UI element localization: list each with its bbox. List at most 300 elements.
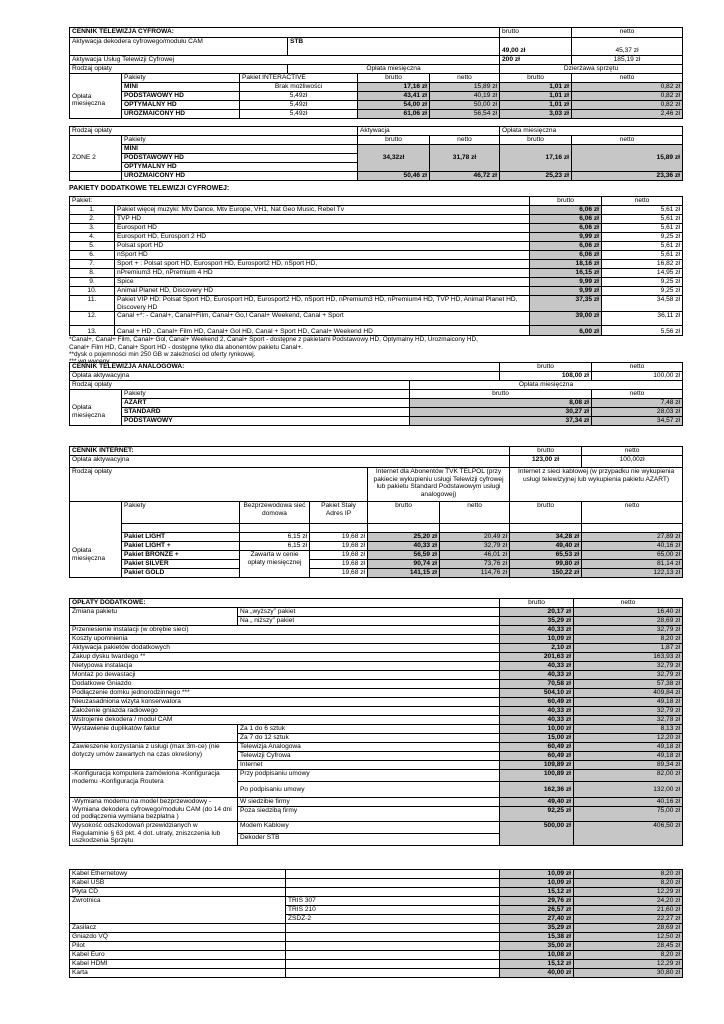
- tvk-brutto: 40,33 zł: [368, 542, 440, 551]
- lease-netto: 0,82 zł: [572, 101, 683, 110]
- table-row: [70, 408, 683, 417]
- netto-value: 9,25 zł: [602, 278, 683, 287]
- netto-value: 12,50 zł: [574, 933, 683, 942]
- netto-value: 21,60 zł: [574, 906, 683, 915]
- netto-value: 28,69 zł: [574, 617, 683, 626]
- fee-sublabel: W siedzibie firmy: [238, 798, 500, 807]
- item-label: Kabel Euro: [70, 951, 286, 960]
- col-brutto: brutto: [410, 390, 592, 399]
- packages-label: Pakiety: [122, 74, 240, 83]
- addons-title: [69, 185, 682, 192]
- netto-value: 8,13 zł: [574, 725, 683, 734]
- netto-value: 28,45 zł: [574, 942, 683, 951]
- item-variant: [286, 870, 500, 879]
- netto-value: 5,61 zł: [602, 242, 683, 251]
- other-header: Internet z sieci kablowej (w przypadku nie wykupienia usługi telewizyjnej lub wykupienia pakietu AZART): [510, 468, 683, 502]
- brutto-value: 6,06 zł: [530, 215, 602, 224]
- tv-digital-table: [69, 27, 683, 119]
- netto-value: 9,25 zł: [602, 287, 683, 296]
- netto-value: 50,00 zł: [430, 101, 500, 110]
- netto-value: 65,00 zł: [582, 551, 683, 560]
- table-row: [70, 560, 683, 569]
- table-row: [70, 951, 683, 960]
- fee-sublabel: Na „wyższy” pakiet: [238, 608, 500, 617]
- row-number: 7.: [70, 260, 115, 269]
- netto-value: 16,82 zł: [602, 260, 683, 269]
- netto-value: 406,50 zł: [574, 822, 683, 846]
- wireless-included: Zawarta w cenie opłaty miesięcznej: [240, 551, 310, 578]
- package-name: Pakiet BRONZE +: [122, 551, 240, 560]
- ip-price: 19,68 zł: [310, 533, 368, 542]
- brutto-value: 6,06 zł: [530, 251, 602, 260]
- netto-value: 81,14 zł: [582, 560, 683, 569]
- table-row: [70, 888, 683, 897]
- fee-sublabel: Dekoder STB: [238, 834, 500, 846]
- package-name: Pakiet GOLD: [122, 569, 240, 578]
- table-row: [70, 110, 683, 119]
- row-number: 11.: [70, 296, 115, 312]
- netto-value: 5,61 zł: [602, 251, 683, 260]
- brutto-value: 43,41 zł: [358, 92, 430, 101]
- brutto-value: 40,33 zł: [500, 662, 574, 671]
- item-label: Kabel USB: [70, 879, 286, 888]
- brutto-value: 39,00 zł: [530, 312, 602, 326]
- netto-value: 132,00 zł: [574, 782, 683, 798]
- package-name: UROZMAICONY HD: [122, 110, 240, 119]
- table-row: [70, 924, 683, 933]
- col-brutto: brutto: [368, 502, 440, 524]
- tvk-netto: 46,01 zł: [440, 551, 510, 560]
- stb-label: STB: [288, 38, 500, 56]
- netto-value: 15,89 zł: [430, 83, 500, 92]
- brutto-value: 40,33 zł: [500, 716, 574, 725]
- netto-value: 5,61 zł: [602, 215, 683, 224]
- fee-label: Nietypowa instalacja: [70, 662, 500, 671]
- tv-analog-table: [69, 362, 683, 426]
- package-name: PODSTAWOWY: [122, 417, 410, 426]
- fee-label: Aktywacja pakietów dodatkowych: [70, 644, 500, 653]
- tvk-brutto: 25,20 zł: [368, 533, 440, 542]
- brutto-value: 30,27 zł: [410, 408, 592, 417]
- fee-sublabel: Na „ niższy” pakiet: [238, 617, 500, 626]
- lease-brutto: 1,01 zł: [500, 83, 572, 92]
- fee-label: Przeniesienie instalacji (w obrębie sieci): [70, 626, 500, 635]
- netto-value: 27,89 zł: [582, 533, 683, 542]
- col-netto: netto: [430, 74, 500, 83]
- netto-value: 32,79 zł: [574, 662, 683, 671]
- activation-label: Opłata aktywacyjna: [70, 372, 500, 381]
- fee-type-label: Rodzaj opłaty: [70, 127, 358, 136]
- netto-value: 28,03 zł: [592, 408, 683, 417]
- tv-analog-title: CENNIK TELEWIZJA ANALOGOWA:: [70, 363, 500, 372]
- monthly-fee-label: Opłata miesięczna: [288, 65, 500, 74]
- item-variant: [286, 933, 500, 942]
- netto-value: 24,20 zł: [574, 897, 683, 906]
- accessories-section: [69, 869, 682, 978]
- brutto-value: 37,35 zł: [530, 296, 602, 312]
- oplata-label: Opłata miesięczna: [70, 533, 122, 578]
- netto-value: 16,40 zł: [574, 608, 683, 617]
- pakiet-label: Pakiet:: [70, 197, 530, 206]
- netto-value: 8,20 zł: [574, 870, 683, 879]
- brutto-value: 18,16 zł: [530, 260, 602, 269]
- package-name: Pakiet LIGHT: [122, 533, 240, 542]
- activation-netto: 100,00 zł: [592, 372, 683, 381]
- table-row: [70, 233, 683, 242]
- brutto-value: 9,99 zł: [530, 278, 602, 287]
- package-name: UROZMAICONY HD: [122, 172, 358, 181]
- lease-netto: 0,82 zł: [572, 92, 683, 101]
- brutto-value: 150,22 zł: [510, 569, 582, 578]
- activation-netto: 45,37 zł: [572, 38, 683, 56]
- package-name: OPTYMALNY HD: [122, 101, 240, 110]
- lease-label: Dzierżawa sprzętu: [500, 65, 683, 74]
- table-row: [70, 260, 683, 269]
- activation-label: Aktywacja dekodera cyfrowego/modułu CAM: [70, 38, 288, 56]
- brutto-value: 162,36 zł: [500, 782, 574, 798]
- fee-sublabel: Przy podpisaniu umowy: [238, 770, 500, 782]
- extra-fees-table: [69, 598, 683, 846]
- row-number: 3.: [70, 224, 115, 233]
- item-variant: [286, 960, 500, 969]
- table-row: [70, 101, 683, 110]
- col-netto: netto: [582, 502, 683, 524]
- table-row: [70, 287, 683, 296]
- brutto-value: 60,49 zł: [500, 743, 574, 752]
- tvk-netto: 114,76 zł: [440, 569, 510, 578]
- netto-value: 49,18 zł: [574, 752, 683, 761]
- fee-sublabel: Za 7 do 12 sztuk: [238, 734, 500, 743]
- netto-value: 32,79 zł: [574, 671, 683, 680]
- netto-value: 1,87 zł: [574, 644, 683, 653]
- brutto-value: 10,09 zł: [500, 879, 574, 888]
- package-name: AZART: [122, 399, 410, 408]
- lease-brutto: 3,03 zł: [500, 110, 572, 119]
- extra-fees-section: [69, 598, 682, 846]
- activation-netto: 31,78 zł: [430, 145, 500, 172]
- netto-value: 7,48 zł: [592, 399, 683, 408]
- brutto-value: 54,00 zł: [358, 101, 430, 110]
- row-number: 2.: [70, 215, 115, 224]
- addon-name: Animal Planet HD, Discovery HD: [115, 287, 530, 296]
- brutto-value: 10,00 zł: [500, 725, 574, 734]
- brutto-value: 35,29 zł: [500, 617, 574, 626]
- fee-sublabel: Po podpisaniu umowy: [238, 782, 500, 798]
- table-row: [70, 698, 683, 707]
- netto-value: 32,79 zł: [574, 707, 683, 716]
- addon-name: Eurosport HD: [115, 224, 530, 233]
- netto-value: 163,93 zł: [574, 653, 683, 662]
- packages-label: Pakiety: [122, 136, 358, 145]
- brutto-value: 15,00 zł: [500, 734, 574, 743]
- brutto-value: 9,99 zł: [530, 233, 602, 242]
- brutto-value: 26,57 zł: [500, 906, 574, 915]
- wireless-price: 6,15 zł: [240, 542, 310, 551]
- table-row: [70, 707, 683, 716]
- addon-name: Canal +*: - Canal+, Canal+Film, Canal+ Go,l Canal+ Weekend, Canal + Sport: [115, 312, 530, 326]
- col-brutto: brutto: [500, 74, 572, 83]
- tvk-netto: 20,49 zł: [440, 533, 510, 542]
- netto-value: 32,78 zł: [574, 716, 683, 725]
- table-row: [70, 653, 683, 662]
- table-row: [70, 897, 683, 906]
- brutto-value: 201,63 zł: [500, 653, 574, 662]
- tv-digital-title: CENNIK TELEWIZJA CYFROWA:: [70, 28, 500, 38]
- brutto-value: 15,12 zł: [500, 960, 574, 969]
- table-row: [70, 743, 683, 752]
- fee-label: -Wymiana modemu na model bezprzewodowy -Wymiana dekodera cyfrowego/modułu CAM (do 14 dni od podłączenia wymiana bezpłatna ): [70, 798, 238, 822]
- lease-netto: 2,46 zł: [572, 110, 683, 119]
- row-number: 6.: [70, 251, 115, 260]
- netto-value: 12,29 zł: [574, 888, 683, 897]
- item-label: Kabel HDMI: [70, 960, 286, 969]
- tvk-brutto: 90,74 zł: [368, 560, 440, 569]
- addons-table: [69, 196, 683, 336]
- table-row: [70, 206, 683, 215]
- addon-name: Pakiet więcej muzyki: Mtv Dance, Mtv Europe, VH1, Nat Geo Music, Rebel Tv: [115, 206, 530, 215]
- tv-digital-section: [69, 27, 682, 119]
- fee-sublabel: Telewizja Analogowa: [238, 743, 500, 752]
- ip-price: 19,68 zł: [310, 551, 368, 560]
- col-brutto: brutto: [500, 136, 572, 145]
- col-brutto: brutto: [500, 28, 572, 38]
- netto-value: 14,95 zł: [602, 269, 683, 278]
- accessories-table: [69, 869, 683, 978]
- brutto-value: 29,76 zł: [500, 897, 574, 906]
- table-row: [70, 725, 683, 734]
- netto-value: 28,69 zł: [574, 924, 683, 933]
- item-variant: ZSDZ-2: [286, 915, 500, 924]
- col-brutto: brutto: [500, 599, 574, 608]
- tvk-brutto: 56,59 zł: [368, 551, 440, 560]
- brutto-value: 92,25 zł: [500, 807, 574, 822]
- item-variant: TRIS 210: [286, 906, 500, 915]
- fee-label: Wstrojenie dekodera / moduł CAM: [70, 716, 500, 725]
- fee-type-label: Rodzaj opłaty: [70, 468, 368, 502]
- interactive-price: Brak możliwości: [240, 83, 358, 92]
- activation-brutto: 34,32zł: [358, 145, 430, 172]
- fee-label: Nieuzasadniona wizyta konserwatora: [70, 698, 500, 707]
- lease-netto: 0,82 zł: [572, 83, 683, 92]
- brutto-value: 65,53 zł: [510, 551, 582, 560]
- table-row: [70, 533, 683, 542]
- brutto-value: 6,06 zł: [530, 242, 602, 251]
- fee-label: Montaż po dewastacji: [70, 671, 500, 680]
- package-name: Pakiet LIGHT +: [122, 542, 240, 551]
- internet-title: CENNIK INTERNET:: [70, 447, 510, 456]
- netto-value: 122,13 zł: [582, 569, 683, 578]
- col-netto: netto: [430, 136, 500, 145]
- brutto-value: 34,28 zł: [510, 533, 582, 542]
- brutto-value: 500,00 zł: [500, 822, 574, 846]
- netto-value: 5,61 zł: [602, 206, 683, 215]
- addon-name: nPremium3 HD, nPremium 4 HD: [115, 269, 530, 278]
- fee-sublabel: Telewizji Cyfrowa: [238, 752, 500, 761]
- table-row: [70, 879, 683, 888]
- interactive-price: 5,49zł: [240, 110, 358, 119]
- table-row: [70, 608, 683, 617]
- tvk-netto: 32,79 zł: [440, 542, 510, 551]
- static-ip-label: Pakiet Stały Adres IP: [310, 502, 368, 524]
- brutto-value: 16,15 zł: [530, 269, 602, 278]
- fee-label: Podłączenie domku jednorodzinnego ***: [70, 689, 500, 698]
- addons-section: [69, 196, 682, 365]
- brutto-value: 17,16 zł: [358, 83, 430, 92]
- addon-name: Spice: [115, 278, 530, 287]
- footnote: **dysk o pojemności min 250 GB w zależności od oferty rynkowej.: [69, 351, 256, 359]
- col-netto: netto: [440, 502, 510, 524]
- brutto-value: 40,33 zł: [500, 707, 574, 716]
- fee-sublabel: Modem Kablowy: [238, 822, 500, 834]
- interactive-price: 5,49zł: [240, 101, 358, 110]
- netto-value: 40,16 zł: [582, 542, 683, 551]
- item-variant: [286, 969, 500, 978]
- table-row: [70, 251, 683, 260]
- table-row: [70, 635, 683, 644]
- netto-value: 40,19 zł: [430, 92, 500, 101]
- row-number: 8.: [70, 269, 115, 278]
- table-row: [70, 224, 683, 233]
- activation-netto: 100,00zł: [582, 456, 683, 468]
- brutto-value: 61,06 zł: [358, 110, 430, 119]
- netto-value: 40,16 zł: [574, 798, 683, 807]
- netto-value: 89,34 zł: [574, 761, 683, 770]
- brutto-value: 49,40 zł: [510, 542, 582, 551]
- oplata-label: Opłata miesięczna: [70, 83, 122, 119]
- extra-fees-title: OPŁATY DODATKOWE:: [70, 599, 500, 608]
- row-number: 13.: [70, 326, 115, 336]
- monthly-label: Opłata miesięczna: [500, 127, 683, 136]
- addon-name: nSport HD: [115, 251, 530, 260]
- package-name: PODSTAWOWY HD: [122, 92, 240, 101]
- table-row: [70, 242, 683, 251]
- brutto-value: 70,58 zł: [500, 680, 574, 689]
- col-netto: netto: [602, 197, 683, 206]
- item-label: Pilot: [70, 942, 286, 951]
- monthly-netto: 15,89 zł: [572, 145, 683, 172]
- brutto-value: 10,09 zł: [500, 635, 574, 644]
- brutto-value: 15,12 zł: [500, 888, 574, 897]
- fee-label: Dodatkowe Gniazdo: [70, 680, 500, 689]
- ip-price: 19,68 zł: [310, 569, 368, 578]
- item-label: Zwrotnica: [70, 897, 286, 924]
- brutto-value: 15,38 zł: [500, 933, 574, 942]
- col-netto: netto: [582, 447, 683, 456]
- col-brutto: brutto: [510, 502, 582, 524]
- row-number: 9.: [70, 278, 115, 287]
- tvk-header: Internet dla Abonentów TVK TELPOL (przy pakiecie wykupieniu usługi Telewizji cyfrowej lub pakietu Standard Podstawowym usługi analogowej): [368, 468, 510, 502]
- addon-name: Polsat sport HD: [115, 242, 530, 251]
- brutto-value: 40,33 zł: [500, 671, 574, 680]
- netto-value: 5,61 zł: [602, 224, 683, 233]
- packages-label: Pakiety: [122, 390, 410, 399]
- fee-sublabel: Za 1 do 6 sztuk: [238, 725, 500, 734]
- monthly-label: Opłata miesięczna: [410, 381, 683, 390]
- fee-sublabel: Internet: [238, 761, 500, 770]
- ip-price: 19,68 zł: [310, 560, 368, 569]
- fee-label: -Konfiguracja komputera zamówiona -Konfiguracja modemu -Konfiguracja Routera: [70, 770, 238, 798]
- interactive-price: 5,49zł: [240, 92, 358, 101]
- table-row: [70, 716, 683, 725]
- activation-netto: 46,72 zł: [430, 172, 500, 181]
- item-variant: [286, 879, 500, 888]
- table-row: [70, 942, 683, 951]
- fee-label: Zakup dysku twardego **: [70, 653, 500, 662]
- table-row: [70, 662, 683, 671]
- package-name: STANDARD: [122, 408, 410, 417]
- fee-sublabel: Poza siedzibą firmy: [238, 807, 500, 822]
- table-row: [70, 671, 683, 680]
- service-netto: 185,19 zł: [572, 56, 683, 65]
- table-row: [70, 326, 683, 336]
- brutto-value: 10,08 zł: [500, 951, 574, 960]
- brutto-value: 504,10 zł: [500, 689, 574, 698]
- item-variant: [286, 888, 500, 897]
- brutto-value: 99,80 zł: [510, 560, 582, 569]
- wireless-label: Bezprzewodowa sieć domowa: [240, 502, 310, 524]
- addon-name: Sport + : Polsat sport HD, Eurosport HD, Eurosport2 HD, nSport HD,: [115, 260, 530, 269]
- table-row: [70, 569, 683, 578]
- netto-value: 12,20 zł: [574, 734, 683, 743]
- packages-label: Pakiety: [122, 502, 240, 524]
- netto-value: 8,20 zł: [574, 951, 683, 960]
- brutto-value: 60,49 zł: [500, 698, 574, 707]
- brutto-value: 9,99 zł: [530, 287, 602, 296]
- service-brutto: 200 zł: [500, 56, 572, 65]
- table-row: [70, 92, 683, 101]
- table-row: [70, 296, 683, 312]
- row-number: 10.: [70, 287, 115, 296]
- package-name: OPTYMALNY HD: [122, 163, 358, 172]
- col-brutto: brutto: [510, 447, 582, 456]
- brutto-value: 40,33 zł: [500, 626, 574, 635]
- zone2-table: [69, 126, 683, 181]
- fee-label: Zawieszenie korzystania z usługi (max 3m-ce) (nie dotyczy umów zawartych na czas określony): [70, 743, 238, 770]
- table-row: [70, 960, 683, 969]
- col-brutto: brutto: [358, 74, 430, 83]
- netto-value: 56,54 zł: [430, 110, 500, 119]
- brutto-value: 37,34 zł: [410, 417, 592, 426]
- ip-price: 19,68 zł: [310, 542, 368, 551]
- netto-value: 30,80 zł: [574, 969, 683, 978]
- brutto-value: 109,89 zł: [500, 761, 574, 770]
- netto-value: 34,57 zł: [592, 417, 683, 426]
- item-label: Kabel Ethernetowy: [70, 870, 286, 879]
- netto-value: 32,79 zł: [574, 626, 683, 635]
- netto-value: 409,84 zł: [574, 689, 683, 698]
- netto-value: 12,29 zł: [574, 960, 683, 969]
- footnote: Canal+ Film HD, Canal+ Sport HD - dostępne tylko dla abonentów pakietu Canal+.: [69, 343, 303, 351]
- activation-brutto: 123,00 zł: [510, 456, 582, 468]
- netto-value: 49,18 zł: [574, 698, 683, 707]
- col-netto: netto: [574, 599, 683, 608]
- item-label: Karta: [70, 969, 286, 978]
- brutto-value: 20,17 zł: [500, 608, 574, 617]
- lease-brutto: 1,01 zł: [500, 101, 572, 110]
- section-title: PAKIETY DODATKOWE TELEWIZJI CYFROWEJ:: [69, 185, 230, 192]
- internet-section: [69, 446, 682, 578]
- col-netto: netto: [592, 363, 683, 372]
- table-row: [70, 644, 683, 653]
- zone2-section: [69, 126, 682, 181]
- table-row: [70, 770, 683, 782]
- tvk-netto: 73,76 zł: [440, 560, 510, 569]
- table-row: [70, 269, 683, 278]
- fee-label: Wystawienie duplikatów faktur: [70, 725, 238, 743]
- col-netto: netto: [572, 74, 683, 83]
- netto-value: 22,27 zł: [574, 915, 683, 924]
- col-brutto: brutto: [530, 197, 602, 206]
